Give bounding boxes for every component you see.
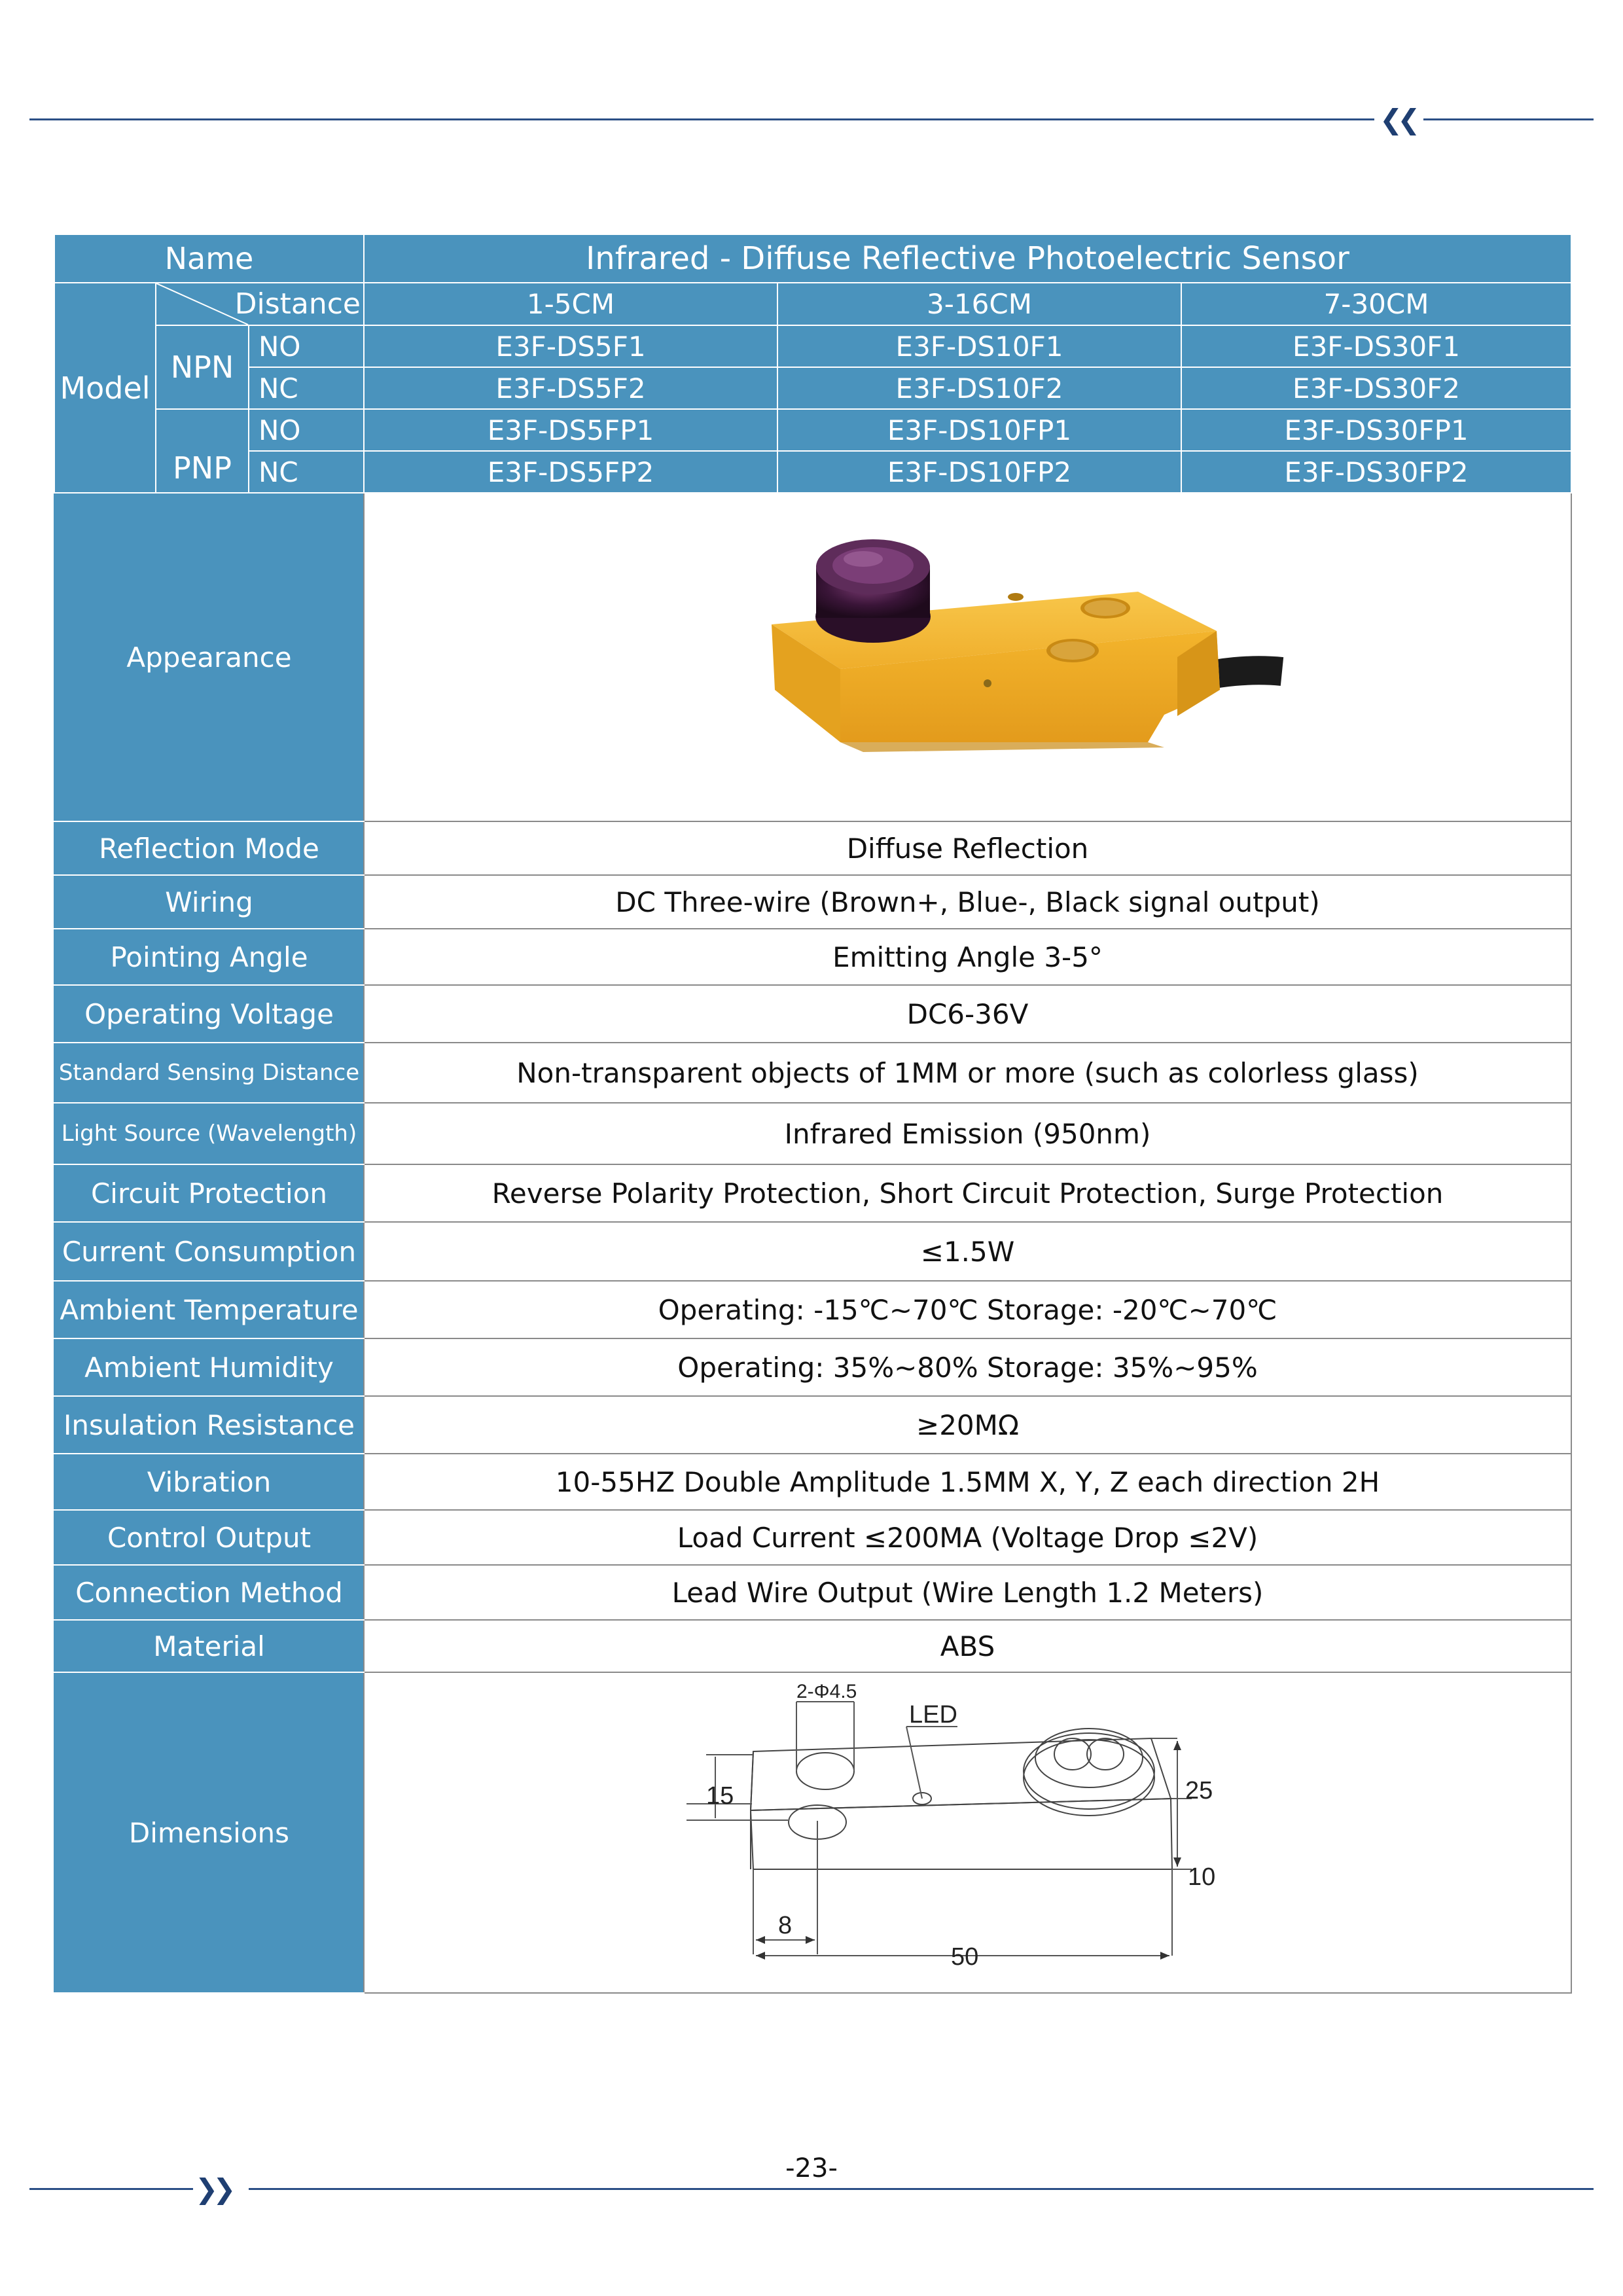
- dim-10-label: 10: [1187, 1863, 1215, 1891]
- spec-table: [54, 234, 1572, 1994]
- top-arrows-icon: ❮❮: [1380, 103, 1416, 135]
- model-label: Model: [54, 283, 156, 493]
- model-cell: E3F-DS30F1: [1181, 325, 1571, 367]
- diagonal-divider: [156, 283, 365, 326]
- top-rule: [29, 118, 1374, 120]
- spec-label: Vibration: [54, 1454, 364, 1510]
- dimension-drawing: [366, 1673, 1570, 1986]
- spec-value: DC Three-wire (Brown+, Blue-, Black signal output): [364, 875, 1571, 929]
- npn-nc-label: NC: [249, 367, 364, 409]
- spec-value: Emitting Angle 3-5°: [364, 929, 1571, 985]
- spec-value: Non-transparent objects of 1MM or more (such as colorless glass): [364, 1043, 1571, 1103]
- distance-label: Distance: [234, 287, 361, 321]
- model-cell: E3F-DS5FP2: [364, 451, 777, 493]
- distance-header-cell: [156, 283, 364, 325]
- dim-8-label: 8: [777, 1912, 792, 1939]
- npn-label: NPN: [156, 325, 249, 409]
- model-cell: E3F-DS10F2: [777, 367, 1181, 409]
- product-name: Infrared - Diffuse Reflective Photoelectric Sensor: [364, 234, 1571, 283]
- spec-value: ≥20MΩ: [364, 1396, 1571, 1454]
- model-cell: E3F-DS30FP1: [1181, 409, 1571, 451]
- spec-label: Standard Sensing Distance: [54, 1043, 364, 1103]
- appearance-label: Appearance: [54, 493, 364, 821]
- dim-50-label: 50: [950, 1943, 978, 1971]
- model-cell: E3F-DS10FP1: [777, 409, 1181, 451]
- model-cell: E3F-DS30F2: [1181, 367, 1571, 409]
- bottom-rule: [29, 2188, 193, 2190]
- spec-value: Load Current ≤200MA (Voltage Drop ≤2V): [364, 1510, 1571, 1565]
- spec-label: Operating Voltage: [54, 985, 364, 1043]
- dim-15-label: 15: [705, 1782, 734, 1810]
- spec-label: Light Source (Wavelength): [54, 1103, 364, 1164]
- spec-label: Wiring: [54, 875, 364, 929]
- spec-value: Lead Wire Output (Wire Length 1.2 Meters): [364, 1565, 1571, 1620]
- model-cell: E3F-DS10F1: [777, 325, 1181, 367]
- distance-2: 3-16CM: [777, 283, 1181, 325]
- spec-label: Ambient Temperature: [54, 1281, 364, 1338]
- spec-label: Insulation Resistance: [54, 1396, 364, 1454]
- spec-label: Material: [54, 1620, 364, 1672]
- spec-value: 10-55HZ Double Amplitude 1.5MM X, Y, Z each direction 2H: [364, 1454, 1571, 1510]
- npn-no-label: NO: [249, 325, 364, 367]
- model-cell: E3F-DS10FP2: [777, 451, 1181, 493]
- spec-label: Pointing Angle: [54, 929, 364, 985]
- pnp-nc-label: NC: [249, 451, 364, 493]
- pnp-label: PNP: [156, 409, 249, 493]
- spec-label: Ambient Humidity: [54, 1338, 364, 1396]
- hole-diameter-label: 2-Φ4.5: [796, 1681, 857, 1702]
- dimensions-drawing-cell: [364, 1672, 1571, 1993]
- spec-value: Operating: -15℃~70℃ Storage: -20℃~70℃: [364, 1281, 1571, 1338]
- spec-label: Connection Method: [54, 1565, 364, 1620]
- model-cell: E3F-DS5FP1: [364, 409, 777, 451]
- appearance-photo-cell: [364, 493, 1571, 821]
- spec-label: Control Output: [54, 1510, 364, 1565]
- page-number: -23-: [785, 2153, 838, 2183]
- dimensions-label: Dimensions: [54, 1672, 364, 1993]
- spec-value: DC6-36V: [364, 985, 1571, 1043]
- led-label: LED: [908, 1701, 957, 1729]
- spec-label: Circuit Protection: [54, 1164, 364, 1222]
- pnp-no-label: NO: [249, 409, 364, 451]
- model-cell: E3F-DS5F1: [364, 325, 777, 367]
- bottom-rule-end: [249, 2188, 1594, 2190]
- spec-label: Reflection Mode: [54, 821, 364, 875]
- name-label: Name: [54, 234, 364, 283]
- spec-value: ABS: [364, 1620, 1571, 1672]
- spec-value: Infrared Emission (950nm): [364, 1103, 1571, 1164]
- spec-value: Operating: 35%~80% Storage: 35%~95%: [364, 1338, 1571, 1396]
- spec-label: Current Consumption: [54, 1222, 364, 1281]
- spec-value: Diffuse Reflection: [364, 821, 1571, 875]
- dim-25-label: 25: [1185, 1777, 1213, 1804]
- distance-3: 7-30CM: [1181, 283, 1571, 325]
- bottom-arrows-icon: ❯❯: [195, 2173, 231, 2205]
- spec-value: ≤1.5W: [364, 1222, 1571, 1281]
- distance-1: 1-5CM: [364, 283, 777, 325]
- model-cell: E3F-DS5F2: [364, 367, 777, 409]
- sensor-photo-image: [366, 493, 1570, 814]
- spec-value: Reverse Polarity Protection, Short Circuit Protection, Surge Protection: [364, 1164, 1571, 1222]
- top-rule-end: [1423, 118, 1594, 120]
- model-cell: E3F-DS30FP2: [1181, 451, 1571, 493]
